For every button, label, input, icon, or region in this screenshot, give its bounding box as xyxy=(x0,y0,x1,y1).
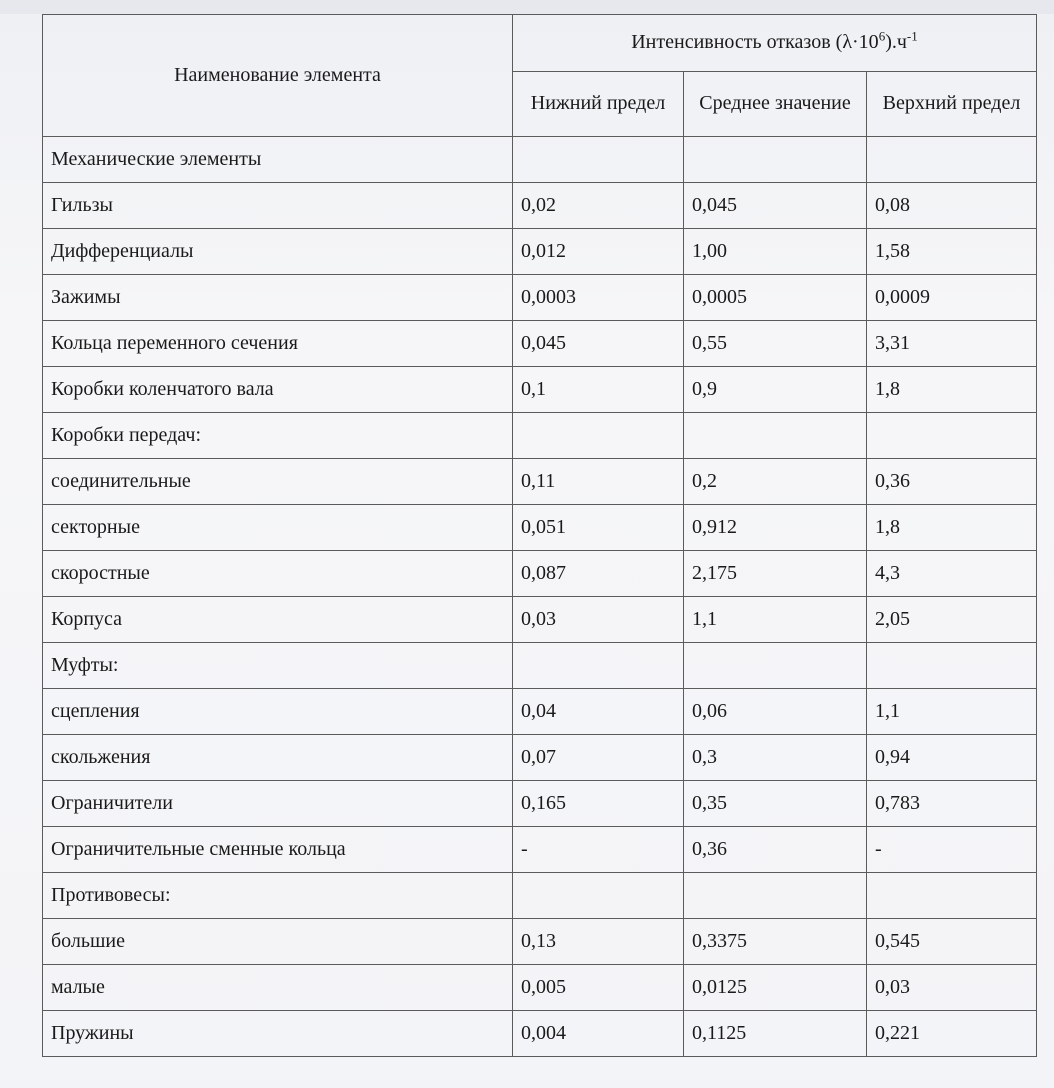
row-lower-limit-cell: - xyxy=(513,827,684,873)
row-name-cell: Зажимы xyxy=(43,275,513,321)
row-lower-limit-cell: 0,0003 xyxy=(513,275,684,321)
row-upper-limit-cell xyxy=(867,873,1037,919)
row-mean-value-cell: 2,175 xyxy=(684,551,867,597)
header-upper-limit: Верхний предел xyxy=(867,72,1037,137)
row-upper-limit-cell: 0,36 xyxy=(867,459,1037,505)
row-mean-value-cell: 0,3375 xyxy=(684,919,867,965)
row-name-cell: Гильзы xyxy=(43,183,513,229)
row-upper-limit-cell xyxy=(867,643,1037,689)
row-name-cell: Муфты: xyxy=(43,643,513,689)
row-mean-value-cell: 0,36 xyxy=(684,827,867,873)
row-upper-limit-cell: 4,3 xyxy=(867,551,1037,597)
row-name-cell: Ограничительные сменные кольца xyxy=(43,827,513,873)
row-lower-limit-cell: 0,11 xyxy=(513,459,684,505)
row-mean-value-cell: 0,06 xyxy=(684,689,867,735)
row-lower-limit-cell: 0,051 xyxy=(513,505,684,551)
row-lower-limit-cell: 0,03 xyxy=(513,597,684,643)
row-mean-value-cell: 0,912 xyxy=(684,505,867,551)
row-lower-limit-cell: 0,02 xyxy=(513,183,684,229)
header-failure-rate-unit: ).ч xyxy=(885,31,907,54)
row-mean-value-cell: 0,55 xyxy=(684,321,867,367)
row-mean-value-cell xyxy=(684,873,867,919)
row-name-cell: Пружины xyxy=(43,1011,513,1057)
table-row xyxy=(43,735,1037,781)
row-name-cell: секторные xyxy=(43,505,513,551)
row-name-cell: малые xyxy=(43,965,513,1011)
header-failure-rate xyxy=(513,15,1037,72)
table-row xyxy=(43,275,1037,321)
row-mean-value-cell: 0,1125 xyxy=(684,1011,867,1057)
table-row xyxy=(43,137,1037,183)
table-row xyxy=(43,1011,1037,1057)
row-name-cell: Механические элементы xyxy=(43,137,513,183)
row-lower-limit-cell: 0,1 xyxy=(513,367,684,413)
table-row xyxy=(43,873,1037,919)
row-lower-limit-cell: 0,165 xyxy=(513,781,684,827)
row-lower-limit-cell: 0,005 xyxy=(513,965,684,1011)
row-lower-limit-cell xyxy=(513,873,684,919)
row-upper-limit-cell: 2,05 xyxy=(867,597,1037,643)
row-lower-limit-cell: 0,087 xyxy=(513,551,684,597)
row-lower-limit-cell xyxy=(513,643,684,689)
table-row xyxy=(43,781,1037,827)
row-mean-value-cell: 0,0005 xyxy=(684,275,867,321)
row-mean-value-cell: 0,9 xyxy=(684,367,867,413)
row-upper-limit-cell: 0,03 xyxy=(867,965,1037,1011)
table-row xyxy=(43,229,1037,275)
row-name-cell: Коробки передач: xyxy=(43,413,513,459)
row-mean-value-cell: 1,00 xyxy=(684,229,867,275)
table-body xyxy=(43,137,1037,1057)
row-lower-limit-cell: 0,045 xyxy=(513,321,684,367)
row-name-cell: скоростные xyxy=(43,551,513,597)
table-row xyxy=(43,459,1037,505)
row-upper-limit-cell: 1,58 xyxy=(867,229,1037,275)
previous-page-strip xyxy=(0,0,1054,14)
row-upper-limit-cell: - xyxy=(867,827,1037,873)
row-upper-limit-cell: 1,1 xyxy=(867,689,1037,735)
row-lower-limit-cell: 0,04 xyxy=(513,689,684,735)
table-row xyxy=(43,919,1037,965)
row-lower-limit-cell xyxy=(513,137,684,183)
row-mean-value-cell xyxy=(684,413,867,459)
row-mean-value-cell: 0,2 xyxy=(684,459,867,505)
row-lower-limit-cell: 0,07 xyxy=(513,735,684,781)
row-name-cell: Ограничители xyxy=(43,781,513,827)
row-lower-limit-cell: 0,004 xyxy=(513,1011,684,1057)
header-mean-value: Среднее значение xyxy=(684,72,867,137)
row-mean-value-cell: 0,35 xyxy=(684,781,867,827)
table-row xyxy=(43,551,1037,597)
table-row xyxy=(43,505,1037,551)
row-name-cell: Коробки коленчатого вала xyxy=(43,367,513,413)
row-upper-limit-cell: 0,783 xyxy=(867,781,1037,827)
table-row xyxy=(43,367,1037,413)
row-name-cell: соединительные xyxy=(43,459,513,505)
header-lower-limit: Нижний предел xyxy=(513,72,684,137)
row-mean-value-cell xyxy=(684,643,867,689)
row-upper-limit-cell xyxy=(867,137,1037,183)
row-name-cell: сцепления xyxy=(43,689,513,735)
row-lower-limit-cell xyxy=(513,413,684,459)
table-row xyxy=(43,183,1037,229)
header-failure-rate-exp: 6 xyxy=(878,28,886,44)
row-name-cell: большие xyxy=(43,919,513,965)
row-lower-limit-cell: 0,012 xyxy=(513,229,684,275)
row-lower-limit-cell: 0,13 xyxy=(513,919,684,965)
row-upper-limit-cell: 0,545 xyxy=(867,919,1037,965)
failure-rate-table xyxy=(42,14,1037,1057)
table-row xyxy=(43,643,1037,689)
row-mean-value-cell xyxy=(684,137,867,183)
row-upper-limit-cell: 0,08 xyxy=(867,183,1037,229)
row-mean-value-cell: 1,1 xyxy=(684,597,867,643)
table-row xyxy=(43,597,1037,643)
header-element-name: Наименование элемента xyxy=(43,15,513,137)
row-name-cell: Кольца переменного сечения xyxy=(43,321,513,367)
table-row xyxy=(43,321,1037,367)
row-upper-limit-cell: 0,221 xyxy=(867,1011,1037,1057)
row-name-cell: Дифференциалы xyxy=(43,229,513,275)
row-mean-value-cell: 0,3 xyxy=(684,735,867,781)
row-upper-limit-cell xyxy=(867,413,1037,459)
row-upper-limit-cell: 0,0009 xyxy=(867,275,1037,321)
header-failure-rate-text: Интенсивность отказов (λ·10 xyxy=(631,31,879,54)
table-row xyxy=(43,413,1037,459)
row-name-cell: скольжения xyxy=(43,735,513,781)
row-name-cell: Противовесы: xyxy=(43,873,513,919)
row-upper-limit-cell: 1,8 xyxy=(867,367,1037,413)
row-upper-limit-cell: 3,31 xyxy=(867,321,1037,367)
row-mean-value-cell: 0,045 xyxy=(684,183,867,229)
row-mean-value-cell: 0,0125 xyxy=(684,965,867,1011)
row-upper-limit-cell: 1,8 xyxy=(867,505,1037,551)
table-row xyxy=(43,689,1037,735)
table-row xyxy=(43,827,1037,873)
table-row xyxy=(43,965,1037,1011)
row-name-cell: Корпуса xyxy=(43,597,513,643)
header-failure-rate-unit-exp: -1 xyxy=(906,28,918,44)
row-upper-limit-cell: 0,94 xyxy=(867,735,1037,781)
